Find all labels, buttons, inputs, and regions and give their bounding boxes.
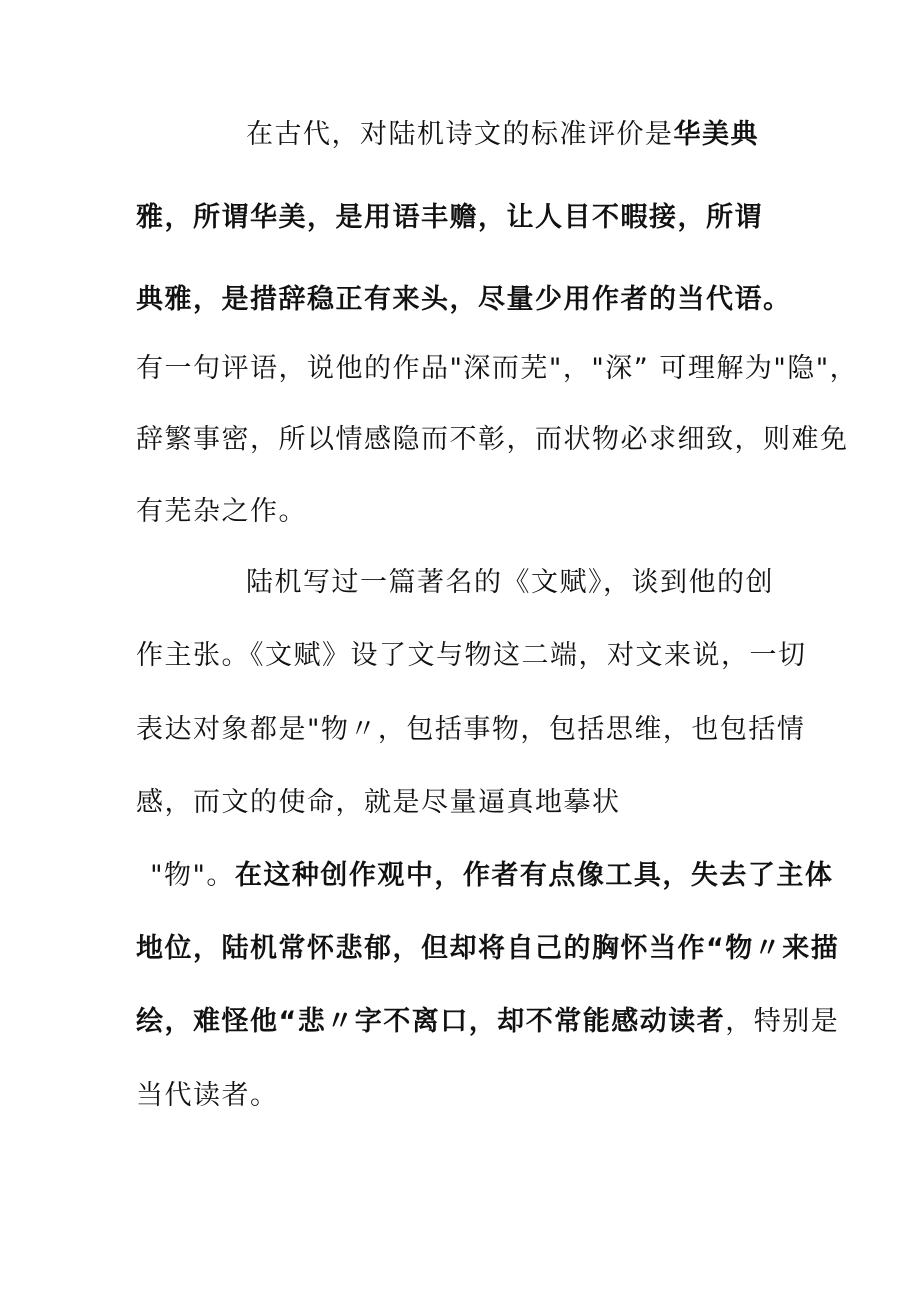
text-line: 有芜杂之作。 bbox=[136, 496, 307, 527]
text-run: "物"。 bbox=[140, 860, 235, 891]
text-line: 雅，所谓华美，是用语丰赡，让人目不暇接，所谓 bbox=[136, 202, 763, 233]
text-line: 当代读者。 bbox=[136, 1080, 279, 1111]
bold-text-run: 绘，难怪他“悲〃字不离口，却不常能感动读者 bbox=[136, 1006, 726, 1037]
text-line: 地位，陆机常怀悲郁，但却将自己的胸怀当作“物〃来描 bbox=[136, 933, 840, 964]
text-run: ，特别是 bbox=[725, 1006, 840, 1037]
bold-text-run: 华美典 bbox=[673, 119, 759, 150]
text-line bbox=[140, 858, 833, 894]
text-line: 有一句评语，说他的作品"深而芜"，"深” 可理解为"隐"， bbox=[136, 353, 859, 384]
text-line: 陆机写过一篇著名的《文赋》，谈到他的创 bbox=[246, 567, 774, 598]
text-line: 感，而文的使命，就是尽量逼真地摹状 bbox=[136, 787, 621, 818]
text-line: 辞繁事密，所以情感隐而不彰，而状物必求细致，则难免 bbox=[136, 424, 849, 455]
text-line bbox=[136, 1004, 839, 1040]
text-line: 表达对象都是"物〃，包括事物，包括思维，也包括情 bbox=[136, 714, 806, 745]
text-run: 在古代，对陆机诗文的标准评价是 bbox=[246, 119, 674, 150]
text-line: 典雅，是措辞稳正有来头，尽量少用作者的当代语。 bbox=[136, 284, 792, 315]
text-line: 作主张。《文赋》设了文与物这二端，对文来说，一切 bbox=[136, 640, 807, 671]
bold-text-run: 在这种创作观中，作者有点像工具，失去了主体 bbox=[234, 860, 834, 891]
text-line bbox=[246, 117, 759, 153]
